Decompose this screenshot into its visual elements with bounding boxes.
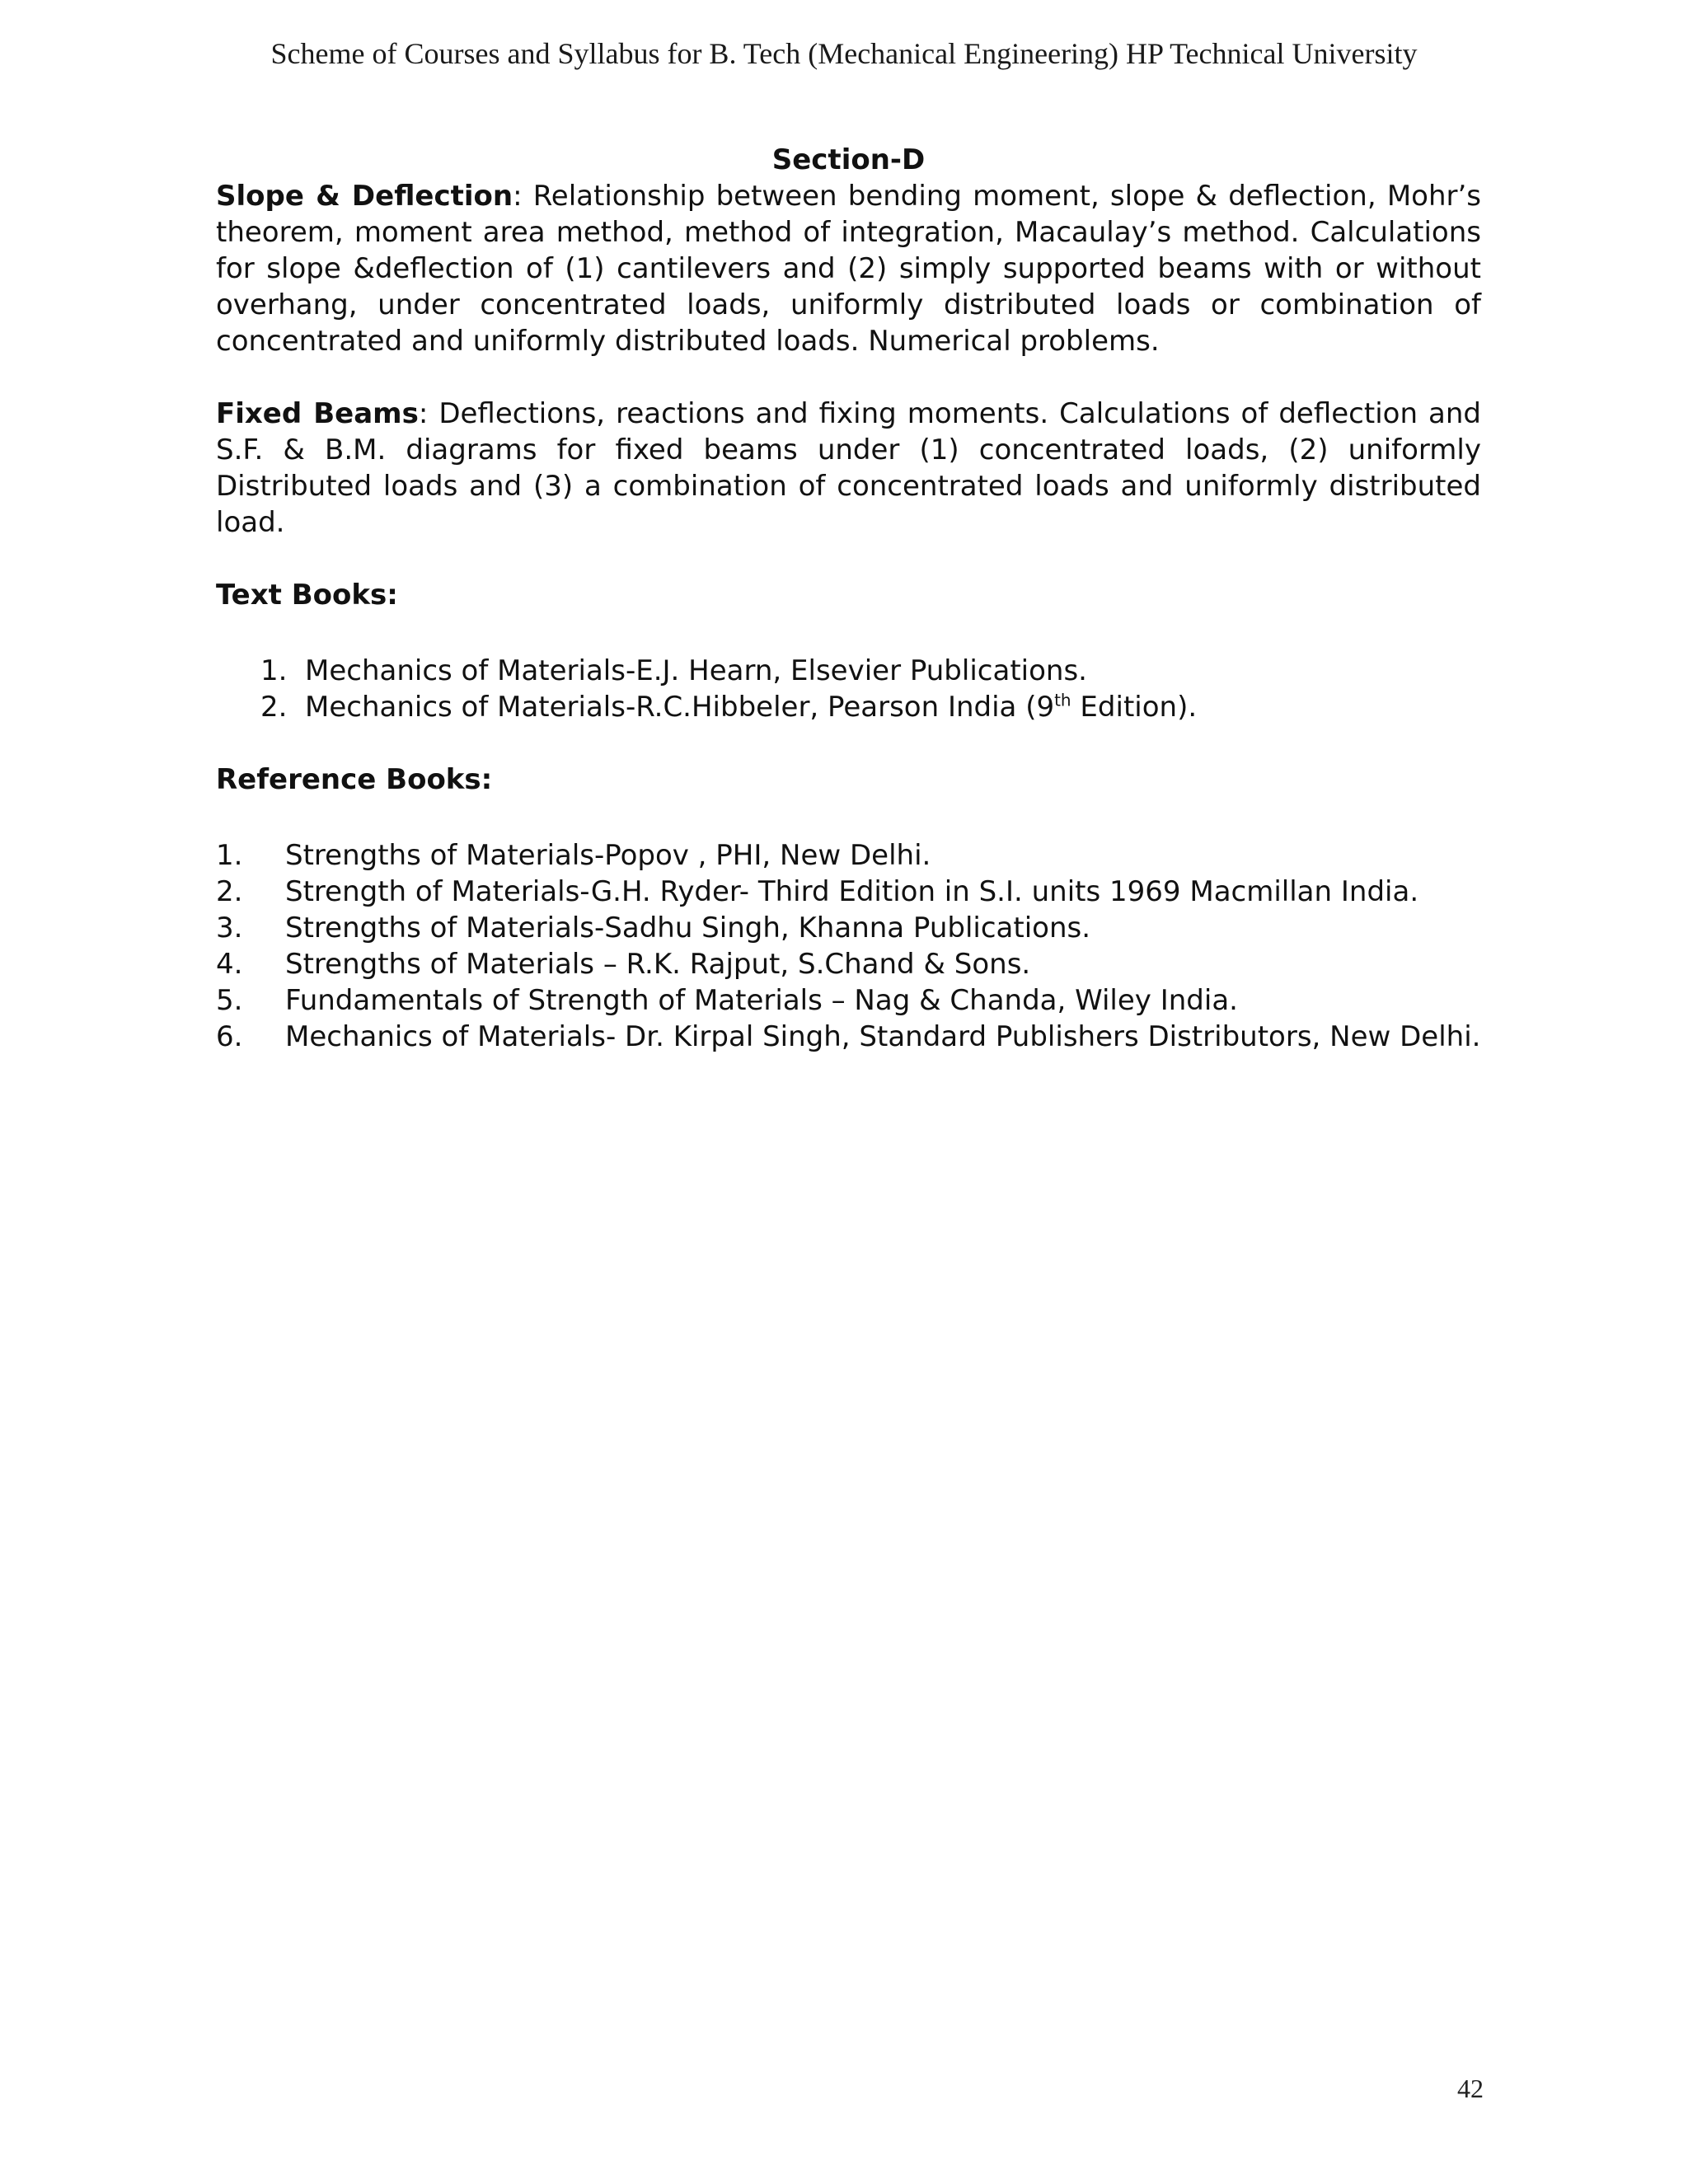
ordinal-superscript: th (1054, 690, 1071, 710)
section-heading: Section-D (771, 143, 926, 176)
list-item-number: 2. (260, 691, 288, 724)
list-item (216, 946, 1481, 982)
list-item (216, 910, 1481, 946)
text-books-heading: Text Books: (216, 579, 398, 612)
list-item-number: 3. (216, 912, 243, 944)
list-item (216, 1019, 1481, 1055)
page-number: 42 (1457, 2074, 1484, 2103)
list-item-number: 1. (216, 839, 243, 872)
list-item (260, 689, 1481, 725)
list-item-text: Mechanics of Materials-E.J. Hearn, Elsevier Publications. (305, 654, 1087, 687)
paragraph-term: Fixed Beams (216, 397, 419, 430)
paragraph-term: Slope & Deflection (216, 180, 513, 213)
list-item-number: 1. (260, 654, 288, 687)
paragraph-text: : Deflections, reactions and fixing moments. Calculations of deflection and S.F. & B.M. diagrams for fixed beams under (1) concentrated loads, (2) uniformly Distributed loads and (3) a combination of concentrated loads and uniformly distributed load. (216, 397, 1481, 539)
list-item-text-after: Edition). (1071, 691, 1198, 724)
text-books-list (216, 653, 1481, 725)
running-header: Scheme of Courses and Syllabus for B. Tech (Mechanical Engineering) HP Technical University (270, 37, 1418, 70)
list-item-text: Mechanics of Materials- Dr. Kirpal Singh, Standard Publishers Distributors, New Delhi. (285, 1020, 1481, 1053)
list-item-text: Strengths of Materials – R.K. Rajput, S.Chand & Sons. (285, 948, 1031, 981)
list-item-text: Strength of Materials-G.H. Ryder- Third Edition in S.I. units 1969 Macmillan India. (285, 875, 1419, 908)
paragraph-text: : Relationship between bending moment, slope & deflection, Mohr’s theorem, moment area method, method of integration, Macaulay’s method. Calculations for slope &deflection of (1) cantilevers and (2) simply supported beams with or without overhang, under concentrated loads, uniformly distributed loads or combination of concentrated and uniformly distributed loads. Numerical problems. (216, 180, 1482, 358)
list-item-text: Strengths of Materials-Sadhu Singh, Khanna Publications. (285, 912, 1091, 944)
list-item-text: Strengths of Materials-Popov , PHI, New Delhi. (285, 839, 931, 872)
list-item (216, 837, 1481, 874)
paragraph-slope-deflection (216, 178, 1481, 359)
list-item-text (305, 689, 1197, 725)
list-item-number: 6. (216, 1020, 243, 1053)
list-item (216, 874, 1481, 910)
paragraph-fixed-beams (216, 396, 1481, 541)
list-item-number: 2. (216, 875, 243, 908)
reference-books-heading: Reference Books: (216, 763, 493, 796)
reference-books-list (216, 837, 1481, 1055)
list-item (260, 653, 1481, 689)
list-item-number: 5. (216, 984, 243, 1017)
list-item-text-before: Mechanics of Materials-R.C.Hibbeler, Pearson India (9 (305, 691, 1055, 724)
list-item-text: Fundamentals of Strength of Materials – Nag & Chanda, Wiley India. (285, 984, 1238, 1017)
list-item (216, 982, 1481, 1019)
list-item-number: 4. (216, 948, 243, 981)
page-content (216, 142, 1481, 1055)
